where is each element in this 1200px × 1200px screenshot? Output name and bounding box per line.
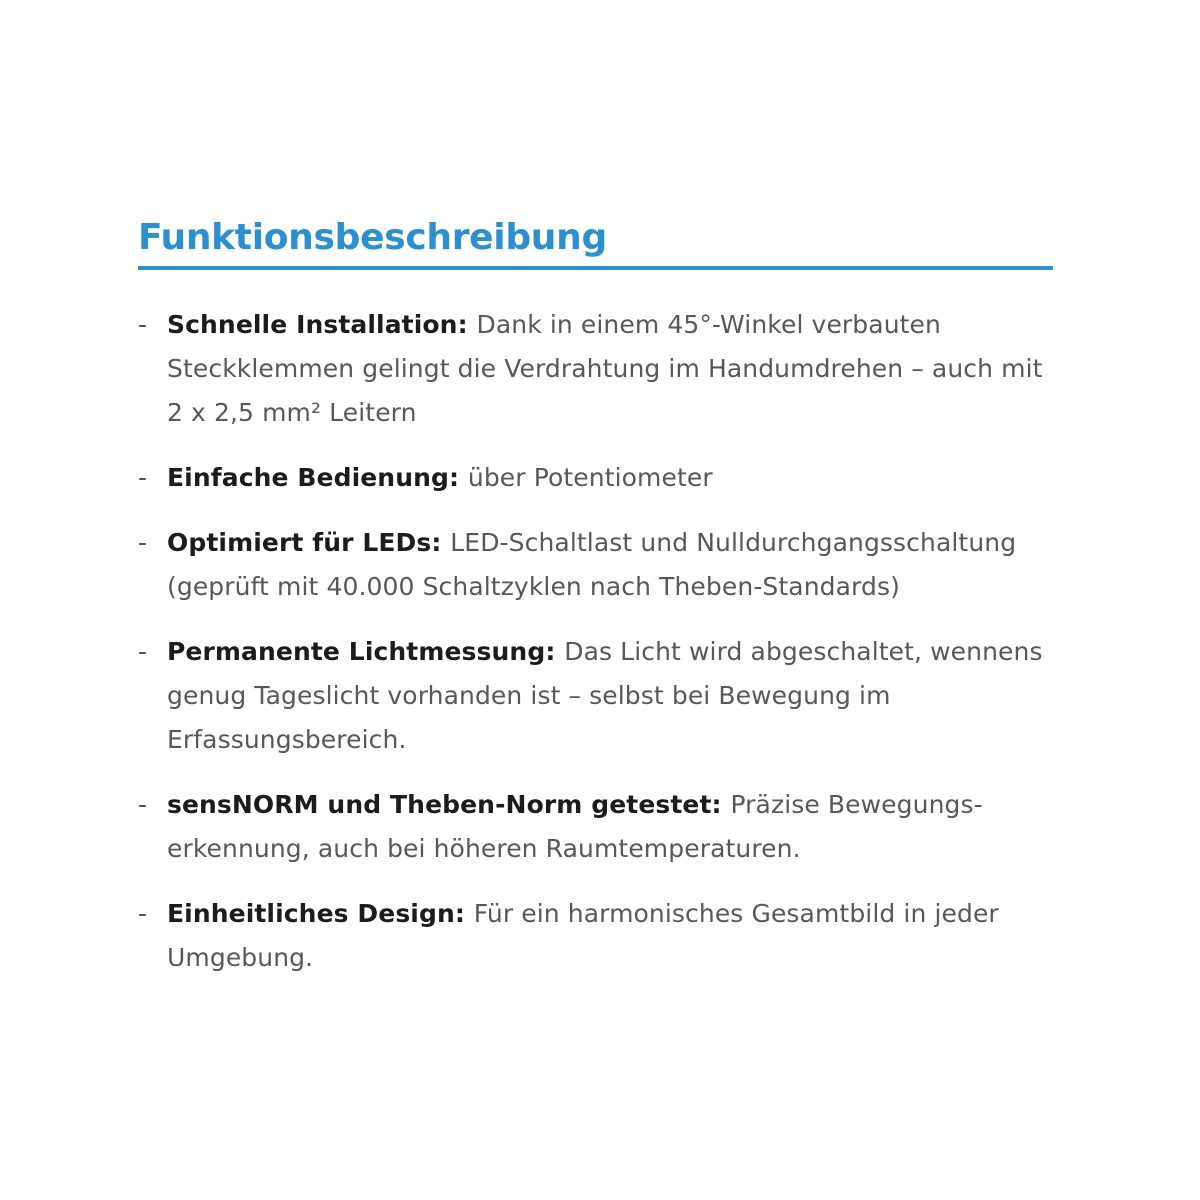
feature-label: Einfache Bedienung:: [167, 463, 468, 492]
feature-item-norm-tested: [138, 783, 1053, 871]
feature-text: Dank in einem 45°-Winkel verbauten Steckklemmen gelingt die Verdrahtung im Handumdrehen – auch mit 2 x 2,5 mm² Leitern: [167, 310, 1043, 427]
feature-item-light-measurement: [138, 630, 1053, 762]
feature-text: über Potentiometer: [467, 463, 713, 492]
feature-item-uniform-design: [138, 892, 1053, 980]
feature-label: Einheitliches Design:: [167, 899, 474, 928]
bullet-dash: -: [138, 790, 148, 819]
feature-label: Permanente Lichtmessung:: [167, 637, 565, 666]
feature-text: Präzise Bewegungs-erkennung, auch bei höheren Raumtemperaturen.: [167, 790, 983, 863]
bullet-dash: -: [138, 899, 148, 928]
feature-text: Für ein harmonisches Gesamtbild in jeder Umgebung.: [167, 899, 999, 972]
feature-label: sensNORM und Theben-Norm getestet:: [167, 790, 731, 819]
feature-text: LED-Schaltlast und Nulldurchgangsschaltung (geprüft mit 40.000 Schaltzyklen nach Theben-Standards): [167, 528, 1017, 601]
feature-description-section: [138, 212, 1053, 1001]
feature-item-easy-operation: [138, 456, 1053, 500]
bullet-dash: -: [138, 637, 148, 666]
feature-item-led-optimized: [138, 521, 1053, 609]
title-underline: [138, 266, 1053, 270]
bullet-dash: -: [138, 528, 148, 557]
section-title: Funktionsbeschreibung: [138, 217, 607, 258]
feature-list: [138, 303, 1053, 980]
feature-label: Schnelle Installation:: [167, 310, 477, 339]
feature-text: Das Licht wird abgeschaltet, wennens genug Tageslicht vorhanden ist – selbst bei Bewegung im Erfassungsbereich.: [167, 637, 1043, 754]
bullet-dash: -: [138, 463, 148, 492]
feature-label: Optimiert für LEDs:: [167, 528, 451, 557]
bullet-dash: -: [138, 310, 148, 339]
feature-item-quick-installation: [138, 303, 1053, 435]
